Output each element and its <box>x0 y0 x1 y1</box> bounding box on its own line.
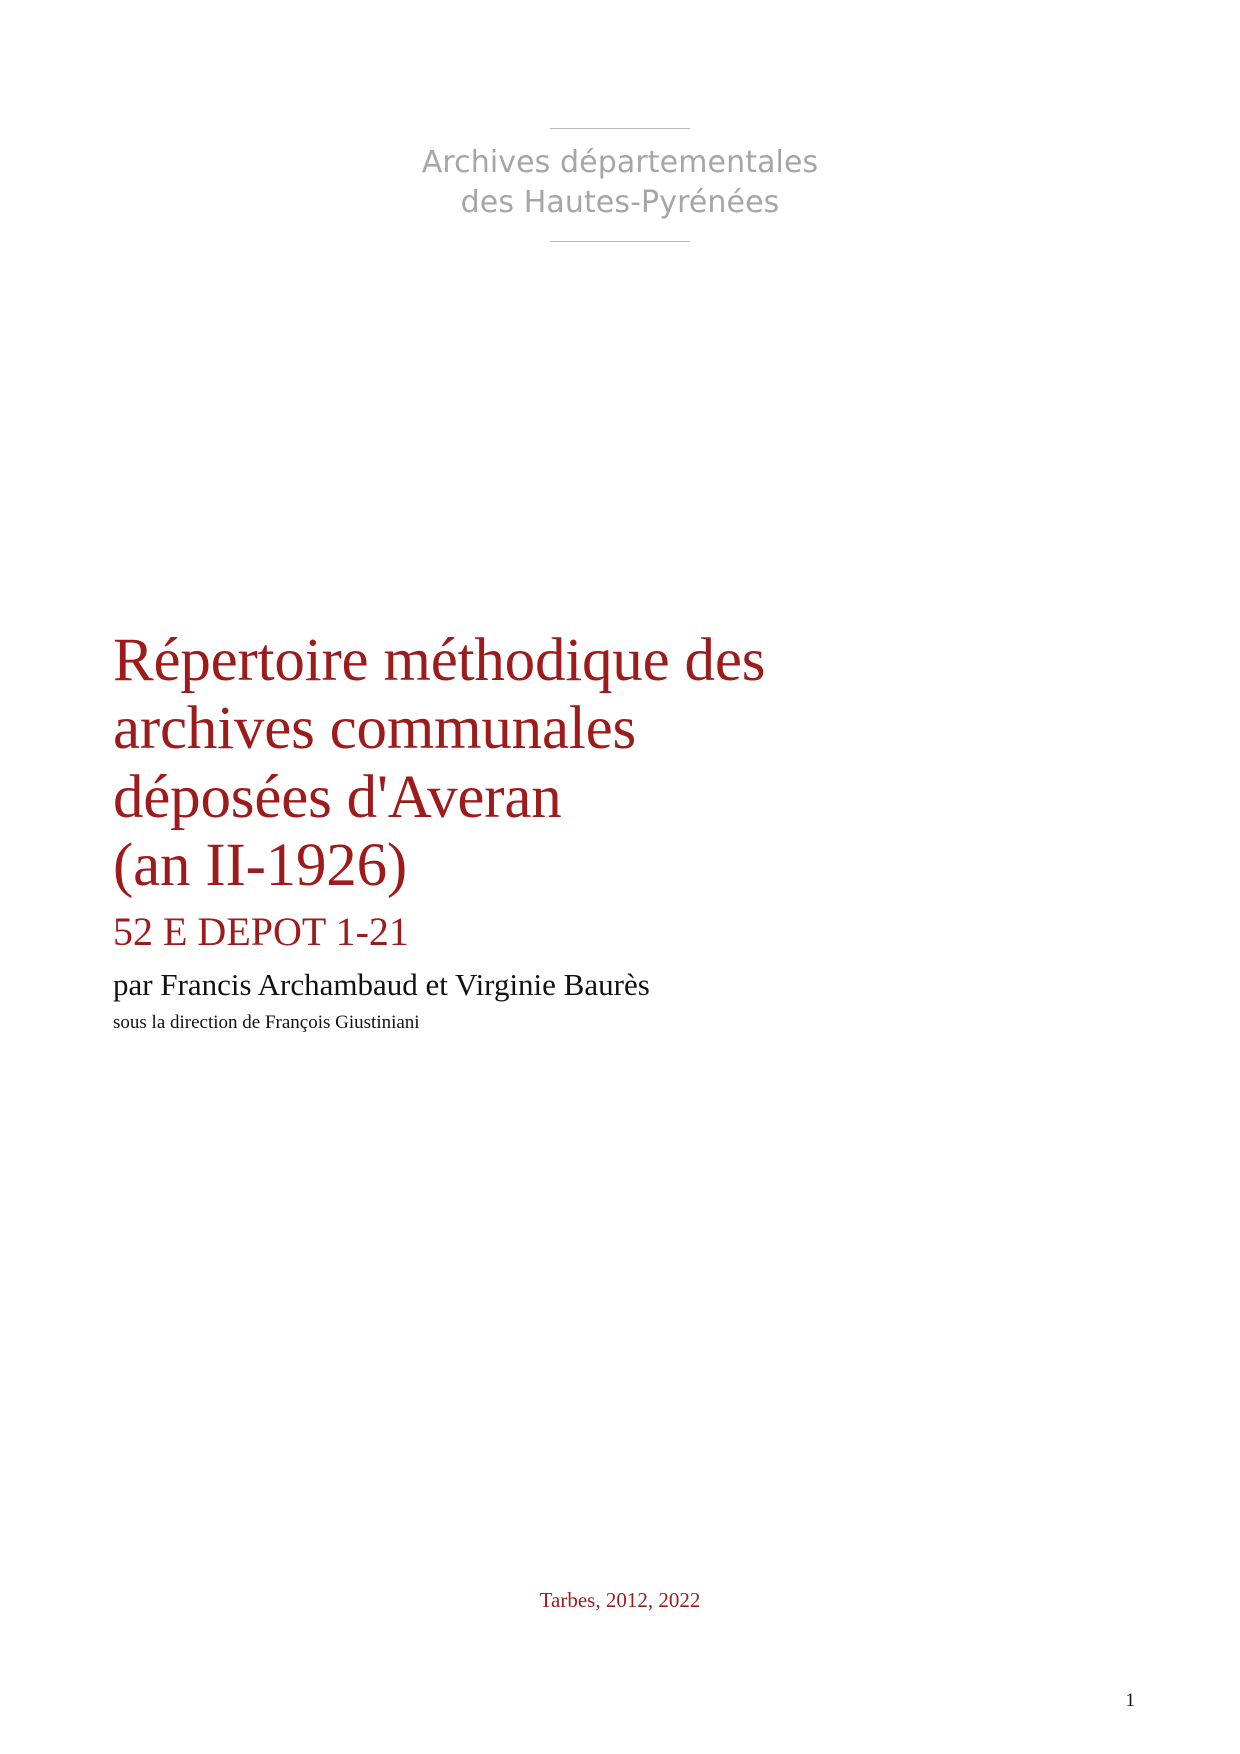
title-line-3: déposées d'Averan <box>113 763 562 831</box>
title-block <box>113 627 1013 1036</box>
organisation-name <box>0 143 1240 223</box>
reference-code: 52 E DEPOT 1-21 <box>113 909 409 955</box>
organisation-line-2: des Hautes-Pyrénées <box>460 184 780 220</box>
header-rule-bottom <box>550 241 690 242</box>
title-line-2: archives communales <box>113 695 636 763</box>
title-line-1: Répertoire méthodique des <box>113 627 766 694</box>
title-line-4: (an II-1926) <box>113 831 407 899</box>
page-title <box>113 627 1013 900</box>
header-rule-top <box>550 128 690 129</box>
authors: par Francis Archambaud et Virginie Baurès <box>113 967 650 1003</box>
page-number: 1 <box>1125 1690 1135 1711</box>
place-and-date: Tarbes, 2012, 2022 <box>539 1588 701 1612</box>
document-header <box>0 128 1240 242</box>
direction-statement: sous la direction de François Giustiniani <box>113 1012 420 1033</box>
organisation-line-1: Archives départementales <box>421 145 819 180</box>
